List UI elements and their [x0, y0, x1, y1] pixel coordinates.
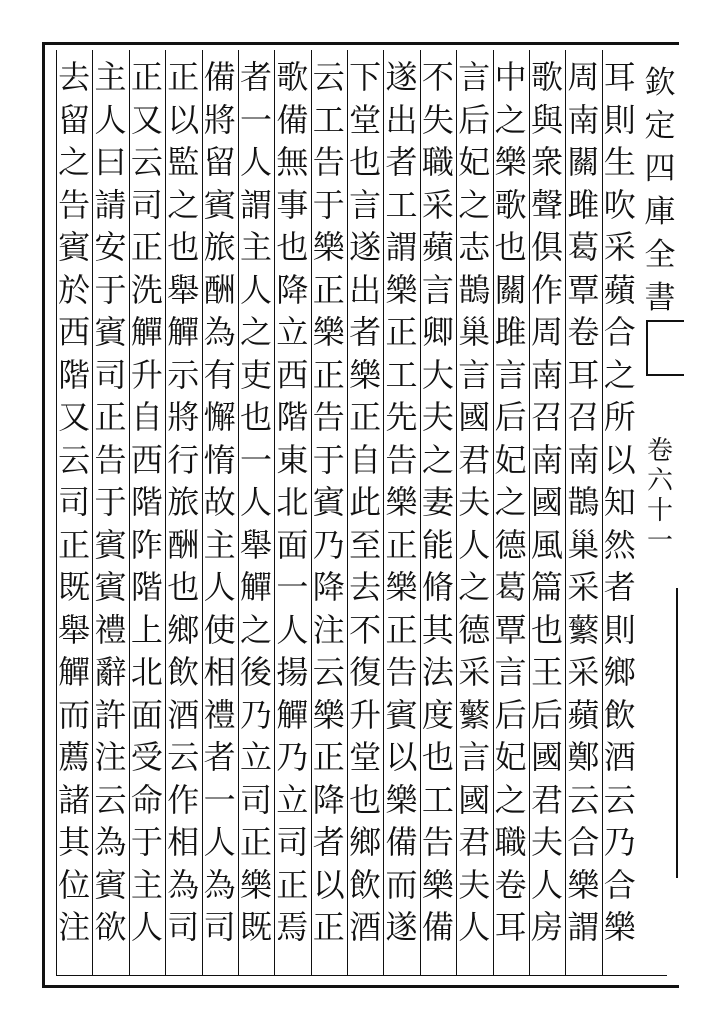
book-title: 欽 定 四 庫 全 書: [644, 65, 676, 316]
text-column: 不 失 職 采 蘋 言 卿 大 夫 之 妻 能 脩 其 法 度 也 工 告 樂 備: [421, 58, 454, 946]
text-column: 正 以 監 之 也 舉 觶 示 將 行 旅 酬 也 鄉 飲 酒 云 作 相 為 司: [167, 58, 200, 946]
text-column: 下 堂 也 言 遂 出 者 樂 正 自 此 至 去 不 復 升 堂 也 鄉 飲 酒: [349, 58, 382, 946]
margin-column: [638, 48, 682, 968]
margin-rule: [676, 588, 678, 878]
text-column: 周 南 關 雎 葛 覃 卷 耳 召 南 鵲 巢 采 蘩 采 蘋 鄭 云 合 樂 謂: [567, 58, 600, 946]
text-column: 去 留 之 告 賓 於 西 階 又 云 司 正 既 舉 觶 而 薦 諸 其 位 注: [58, 58, 91, 946]
fish-tail-mark: [646, 320, 684, 376]
text-column: 云 工 告 于 樂 正 樂 正 告 于 賓 乃 降 注 云 樂 正 降 者 以 正: [312, 58, 345, 946]
text-column: 備 將 留 賓 旅 酬 為 有 懈 惰 故 主 人 使 相 禮 者 一 人 為 司: [203, 58, 236, 946]
text-column: 言 后 妃 之 志 鵲 巢 言 國 君 夫 人 之 德 采 蘩 言 國 君 夫 人: [458, 58, 491, 946]
text-column: 歌 與 衆 聲 俱 作 周 南 召 南 國 風 篇 也 王 后 國 君 夫 人 房: [531, 58, 564, 946]
text-column: 遂 出 者 工 謂 樂 正 工 先 告 樂 正 樂 正 告 賓 以 樂 備 而 遂: [385, 58, 418, 946]
text-column: 者 一 人 謂 主 人 之 吏 也 一 人 舉 觶 之 後 乃 立 司 正 樂 既: [240, 58, 273, 946]
text-column: 主 人 曰 請 安 于 賓 司 正 告 于 賓 賓 禮 辭 許 注 云 為 賓 欲: [94, 58, 127, 946]
text-column: 中 之 樂 歌 也 關 雎 言 后 妃 之 德 葛 覃 言 后 妃 之 職 卷 耳: [494, 58, 527, 946]
text-column: 正 又 云 司 正 洗 觶 升 自 西 階 阼 階 上 北 面 受 命 于 主 人: [130, 58, 163, 946]
text-column: 耳 則 生 吹 采 蘋 合 之 所 以 知 然 者 則 鄉 飲 酒 云 乃 合 樂: [603, 58, 636, 946]
text-column: 歌 備 無 事 也 降 立 西 階 東 北 面 一 人 揚 觶 乃 立 司 正 焉: [276, 58, 309, 946]
volume-label: 卷 六 十 一: [646, 436, 673, 556]
